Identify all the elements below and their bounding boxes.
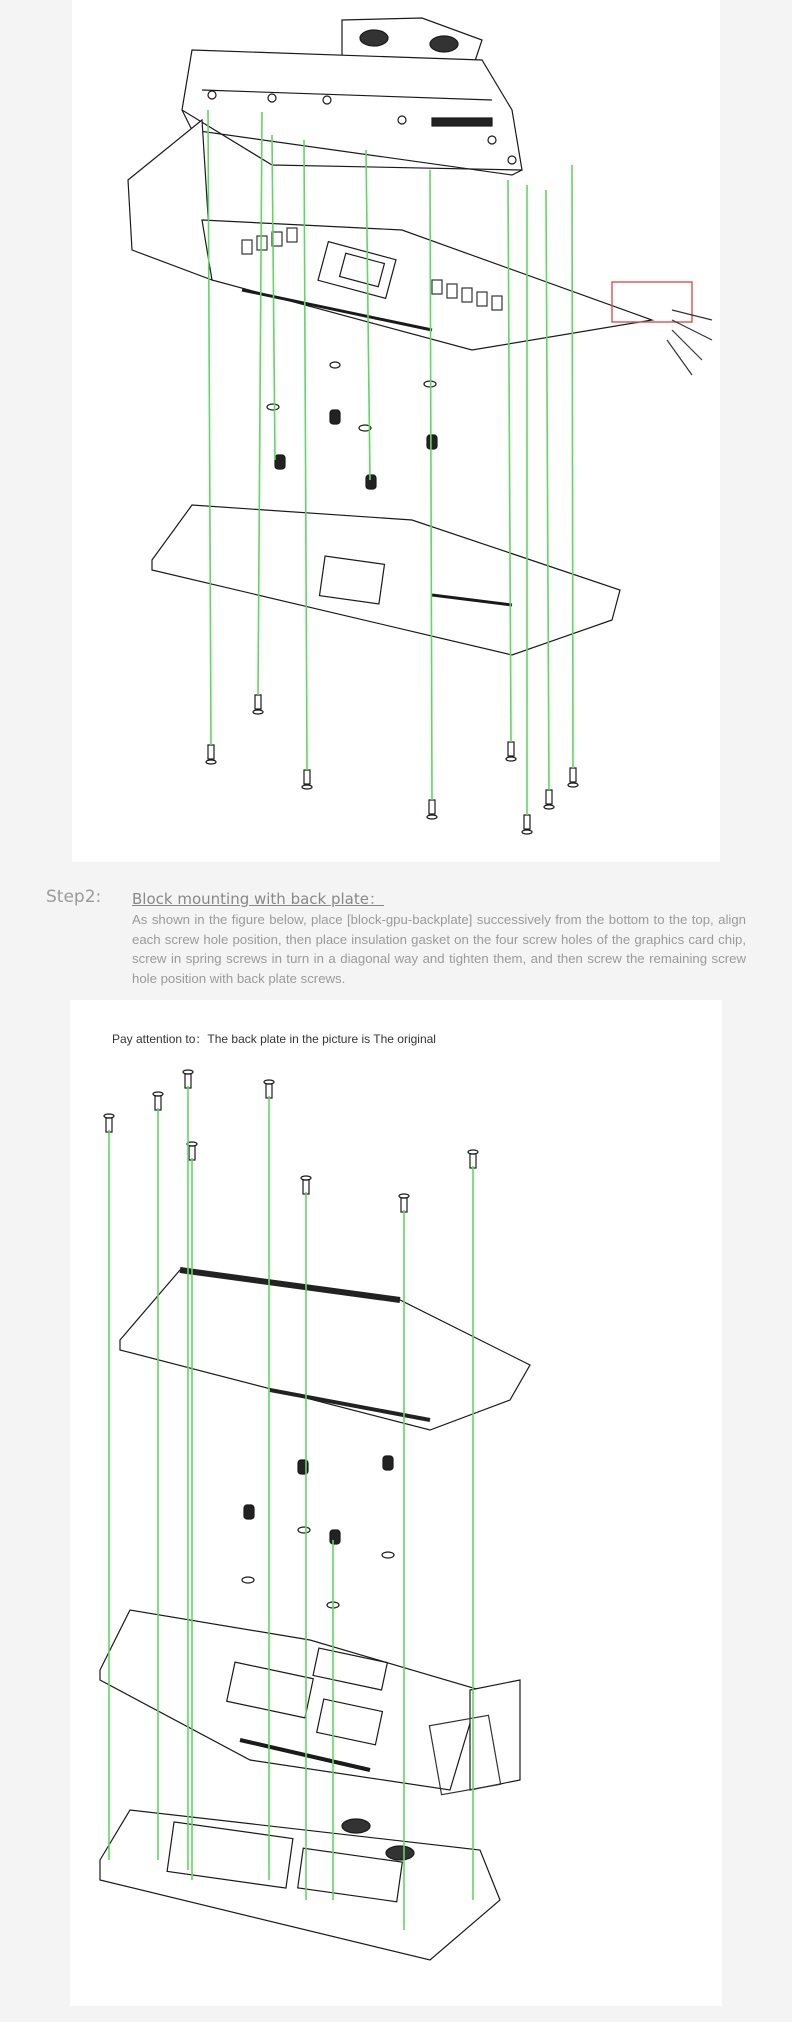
spring-screws-illustration xyxy=(267,362,437,489)
backplate-screws-illustration xyxy=(104,1070,478,1212)
water-block-illustration-2 xyxy=(100,1810,500,1960)
assembly-figure-step2 xyxy=(70,1000,722,2006)
exploded-diagram-backplate xyxy=(70,1000,722,2006)
bottom-screws-illustration xyxy=(206,695,578,834)
assembly-figure-step1 xyxy=(72,0,720,862)
alignment-guides-step2 xyxy=(109,1086,473,1930)
figure-note: Pay attention to：The back plate in the picture is The original xyxy=(112,1032,436,1046)
alignment-guides-step1 xyxy=(208,110,573,815)
exploded-diagram-block-gpu xyxy=(72,0,720,862)
graphics-card-illustration-2 xyxy=(100,1610,520,1795)
step-title: Block mounting with back plate： xyxy=(132,890,384,908)
backplate-illustration-step2 xyxy=(120,1270,530,1430)
backplate-illustration-step1 xyxy=(152,505,620,655)
step-number-label: Step2: xyxy=(46,887,102,907)
spring-screws-illustration-2 xyxy=(242,1456,394,1608)
water-block-illustration xyxy=(182,18,522,175)
step-instructions: As shown in the figure below, place [block-gpu-backplate] successively from the bottom to the top, align each screw hole position, then place insulation gasket on the four screw holes of the graphics card chip, screw in spring screws in turn in a diagonal way and tighten them, and then screw the remaining screw hole position with back plate screws. xyxy=(132,912,746,986)
